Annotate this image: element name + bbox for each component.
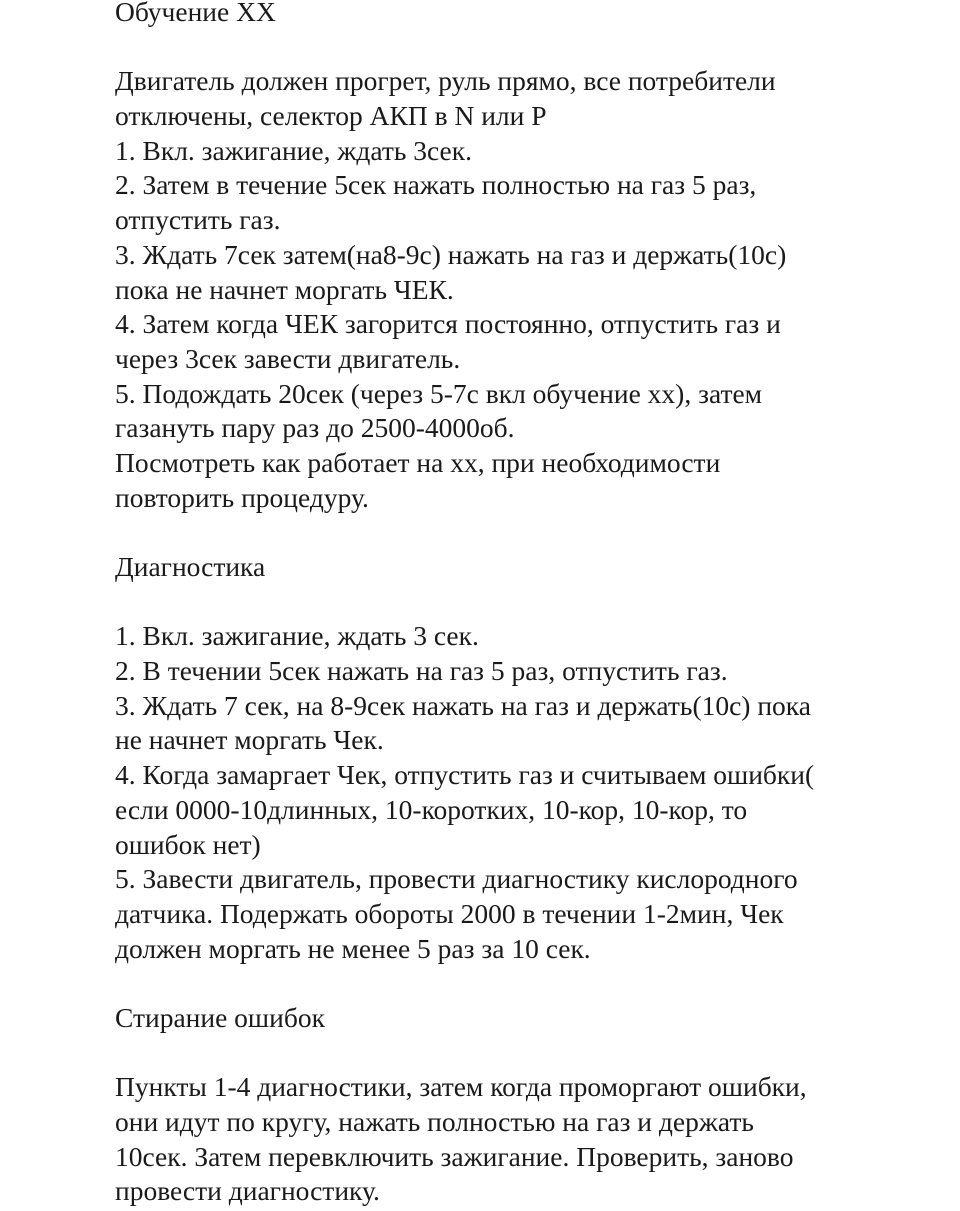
blank-line bbox=[115, 515, 915, 550]
blank-line bbox=[115, 1036, 915, 1071]
text-line: датчика. Подержать обороты 2000 в течении 1-2мин, Чек bbox=[115, 897, 784, 929]
text-line: пока не начнет моргать ЧЕК. bbox=[115, 273, 454, 305]
blank-line bbox=[115, 966, 915, 1001]
section-title-error-clearing: Стирание ошибок bbox=[115, 1001, 325, 1033]
text-line: газануть пару раз до 2500-4000об. bbox=[115, 412, 515, 444]
text-line: 1. Вкл. зажигание, ждать 3 сек. bbox=[115, 620, 479, 652]
blank-line bbox=[115, 585, 915, 620]
text-line: 1. Вкл. зажигание, ждать 3сек. bbox=[115, 134, 472, 166]
text-line: провести диагностику. bbox=[115, 1175, 380, 1207]
text-line: через 3сек завести двигатель. bbox=[115, 342, 461, 374]
section-title-idle-learning: Обучение ХХ bbox=[115, 0, 276, 27]
text-line: 10сек. Затем перевключить зажигание. Проверить, заново bbox=[115, 1140, 794, 1172]
text-line: 3. Ждать 7 сек, на 8-9сек нажать на газ и держать(10с) пока bbox=[115, 689, 811, 721]
document-body bbox=[115, 0, 915, 1209]
blank-line bbox=[115, 30, 915, 65]
text-line: Пункты 1-4 диагностики, затем когда проморгают ошибки, bbox=[115, 1071, 807, 1103]
text-line: если 0000-10длинных, 10-коротких, 10-кор, 10-кор, то bbox=[115, 793, 748, 825]
text-line: 5. Подождать 20сек (через 5-7с вкл обучение хх), затем bbox=[115, 377, 763, 409]
text-line: должен моргать не менее 5 раз за 10 сек. bbox=[115, 932, 591, 964]
text-line: 3. Ждать 7сек затем(на8-9с) нажать на газ и держать(10с) bbox=[115, 238, 787, 270]
text-line: Двигатель должен прогрет, руль прямо, все потребители bbox=[115, 65, 776, 97]
section-title-diagnostics: Диагностика bbox=[115, 551, 266, 582]
text-line: 2. В течении 5сек нажать на газ 5 раз, отпустить газ. bbox=[115, 655, 728, 687]
text-line: отпустить газ. bbox=[115, 204, 281, 236]
text-line: ошибок нет) bbox=[115, 828, 261, 860]
text-line: они идут по кругу, нажать полностью на газ и держать bbox=[115, 1106, 754, 1137]
text-line: повторить процедуру. bbox=[115, 481, 369, 513]
text-line: 5. Завести двигатель, провести диагностику кислородного bbox=[115, 863, 798, 895]
text-line: 4. Затем когда ЧЕК загорится постоянно, отпустить газ и bbox=[115, 308, 781, 340]
text-line: 4. Когда замаргает Чек, отпустить газ и считываем ошибки( bbox=[115, 759, 815, 791]
text-line: 2. Затем в течение 5сек нажать полностью на газ 5 раз, bbox=[115, 169, 757, 201]
text-line: Посмотреть как работает на хх, при необходимости bbox=[115, 446, 721, 478]
text-line: не начнет моргать Чек. bbox=[115, 724, 384, 756]
text-line: отключены, селектор АКП в N или P bbox=[115, 100, 547, 132]
